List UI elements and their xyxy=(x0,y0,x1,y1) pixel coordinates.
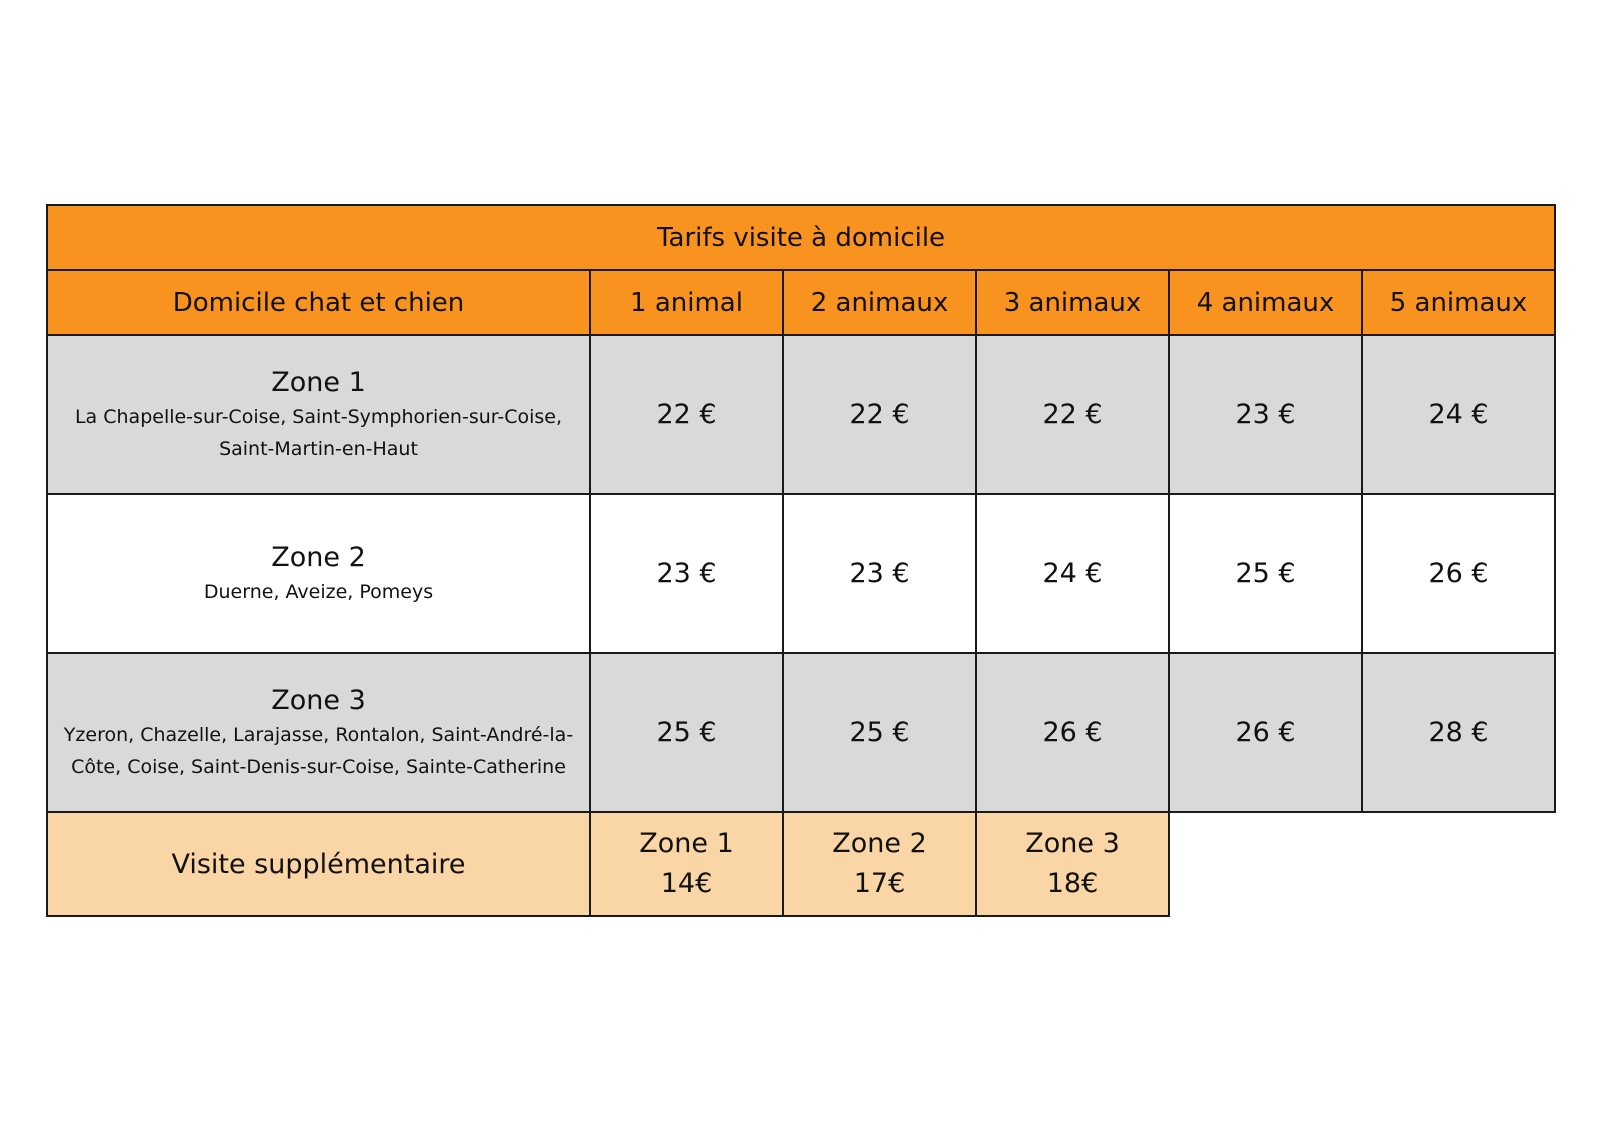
header-col-3-animaux: 3 animaux xyxy=(976,270,1169,335)
extra-zone: Zone 1 xyxy=(639,828,734,859)
price-cell: 24 € xyxy=(976,494,1169,653)
price-cell: 28 € xyxy=(1362,653,1555,812)
zone-towns: Duerne, Aveize, Pomeys xyxy=(203,580,434,603)
table-row-zone-3 xyxy=(47,653,1555,812)
extra-visit-label: Visite supplémentaire xyxy=(47,812,590,916)
price-cell: 22 € xyxy=(590,335,783,494)
price-cell: 22 € xyxy=(976,335,1169,494)
extra-zone: Zone 3 xyxy=(1025,828,1120,859)
table-title: Tarifs visite à domicile xyxy=(47,205,1555,270)
zone-name: Zone 3 xyxy=(271,684,366,716)
table-row-zone-1 xyxy=(47,335,1555,494)
price-cell: 25 € xyxy=(1169,494,1362,653)
extra-visit-cell xyxy=(590,812,783,916)
empty-cell xyxy=(1362,812,1555,916)
price-cell: 24 € xyxy=(1362,335,1555,494)
zone-name: Zone 2 xyxy=(271,541,366,573)
price-cell: 26 € xyxy=(976,653,1169,812)
extra-price: 17€ xyxy=(853,868,906,899)
header-col-4-animaux: 4 animaux xyxy=(1169,270,1362,335)
price-cell: 25 € xyxy=(783,653,976,812)
price-cell: 25 € xyxy=(590,653,783,812)
extra-price: 18€ xyxy=(1046,868,1099,899)
empty-cell xyxy=(1169,812,1362,916)
pricing-table xyxy=(46,204,1556,917)
price-cell: 26 € xyxy=(1169,653,1362,812)
price-cell: 22 € xyxy=(783,335,976,494)
extra-price: 14€ xyxy=(660,868,713,899)
price-cell: 26 € xyxy=(1362,494,1555,653)
table-title-row xyxy=(47,205,1555,270)
extra-visit-cell xyxy=(976,812,1169,916)
price-cell: 23 € xyxy=(590,494,783,653)
zone-name: Zone 1 xyxy=(271,366,366,398)
extra-visit-cell xyxy=(783,812,976,916)
extra-visit-row xyxy=(47,812,1555,916)
price-cell: 23 € xyxy=(783,494,976,653)
zone-towns: Yzeron, Chazelle, Larajasse, Rontalon, Saint-André-la-Côte, Coise, Saint-Denis-sur-Coise, Sainte-Catherine xyxy=(63,723,574,778)
zone-cell xyxy=(47,494,590,653)
zone-cell xyxy=(47,653,590,812)
price-cell: 23 € xyxy=(1169,335,1362,494)
header-first-cell: Domicile chat et chien xyxy=(47,270,590,335)
zone-towns: La Chapelle-sur-Coise, Saint-Symphorien-sur-Coise, Saint-Martin-en-Haut xyxy=(74,405,563,460)
extra-zone: Zone 2 xyxy=(832,828,927,859)
table-row-zone-2 xyxy=(47,494,1555,653)
table-header-row xyxy=(47,270,1555,335)
zone-cell xyxy=(47,335,590,494)
header-col-2-animaux: 2 animaux xyxy=(783,270,976,335)
header-col-1-animal: 1 animal xyxy=(590,270,783,335)
header-col-5-animaux: 5 animaux xyxy=(1362,270,1555,335)
